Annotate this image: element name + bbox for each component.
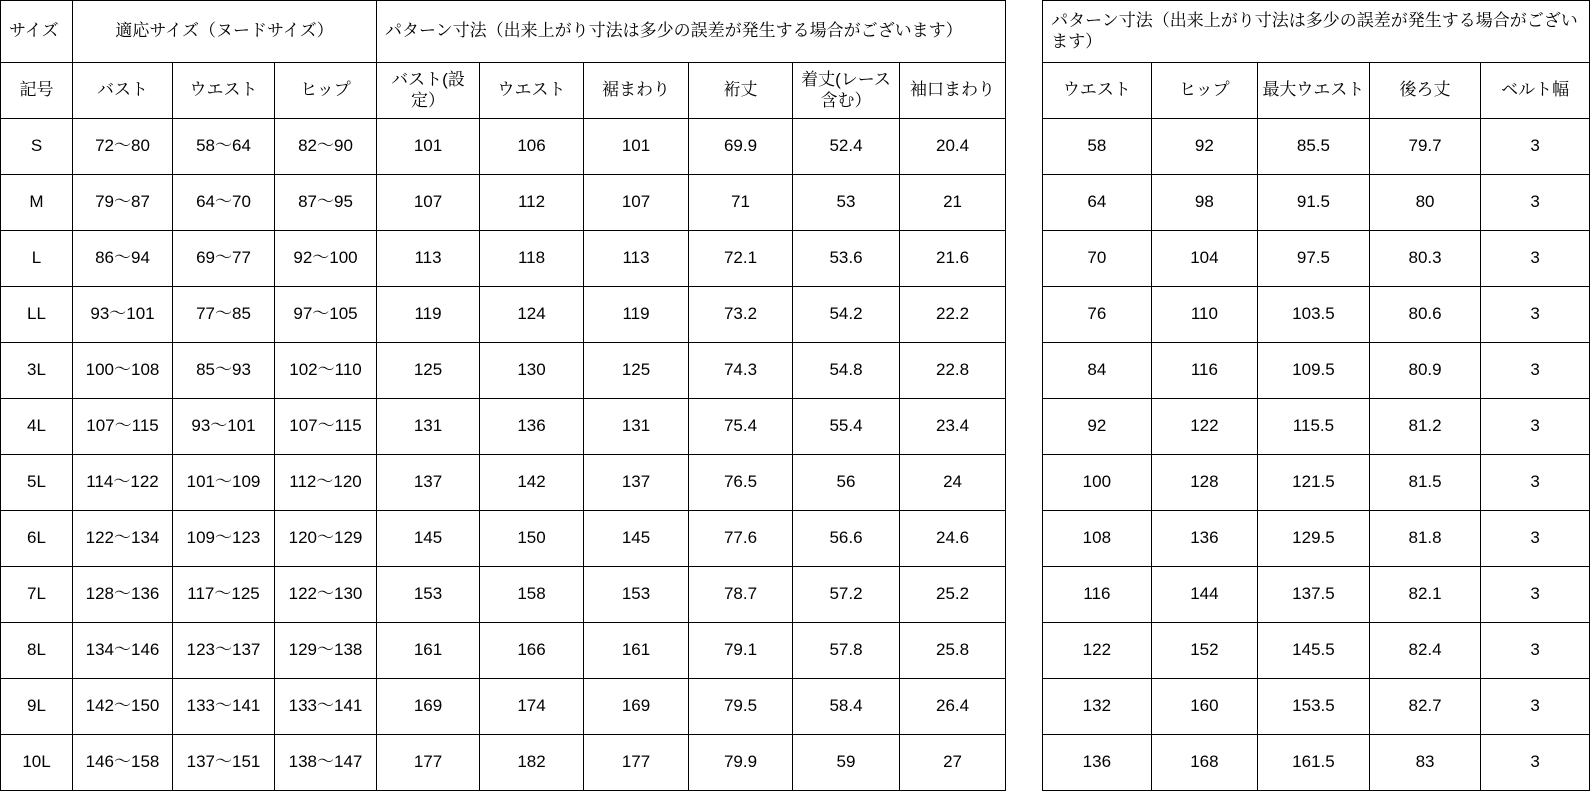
cell: 81.2 bbox=[1369, 399, 1481, 455]
right-table-head bbox=[1043, 1, 1590, 119]
cell: 142〜150 bbox=[73, 679, 173, 735]
cell: 83 bbox=[1369, 735, 1481, 791]
group-header-pattern-size-bottom: パターン寸法（出来上がり寸法は多少の誤差が発生する場合がございます） bbox=[1043, 1, 1590, 63]
cell: 158 bbox=[480, 567, 584, 623]
cell-size: 6L bbox=[1, 511, 73, 567]
cell: 55.4 bbox=[793, 399, 900, 455]
cell: 128〜136 bbox=[73, 567, 173, 623]
cell: 97〜105 bbox=[275, 287, 377, 343]
cell: 81.5 bbox=[1369, 455, 1481, 511]
cell: 54.8 bbox=[793, 343, 900, 399]
cell: 24 bbox=[900, 455, 1006, 511]
column-header-dress-length: 着丈(レース含む） bbox=[793, 63, 900, 119]
cell: 161 bbox=[584, 623, 689, 679]
cell: 145.5 bbox=[1258, 623, 1370, 679]
cell: 76 bbox=[1043, 287, 1152, 343]
table-row bbox=[1043, 119, 1590, 175]
table-row bbox=[1, 735, 1042, 791]
cell: 80.9 bbox=[1369, 343, 1481, 399]
cell: 73.2 bbox=[689, 287, 793, 343]
left-column-header-row bbox=[1, 63, 1042, 119]
cell: 169 bbox=[377, 679, 480, 735]
table-row bbox=[1043, 735, 1590, 791]
cell: 54.2 bbox=[793, 287, 900, 343]
cell: 101〜109 bbox=[173, 455, 275, 511]
cell: 24.6 bbox=[900, 511, 1006, 567]
table-row bbox=[1, 679, 1042, 735]
cell: 128 bbox=[1151, 455, 1258, 511]
cell: 103.5 bbox=[1258, 287, 1370, 343]
cell: 182 bbox=[480, 735, 584, 791]
table-row bbox=[1, 343, 1042, 399]
cell: 76.5 bbox=[689, 455, 793, 511]
cell: 122〜130 bbox=[275, 567, 377, 623]
cell: 124 bbox=[480, 287, 584, 343]
column-header-sleeve-span: 裄丈 bbox=[689, 63, 793, 119]
cell: 100〜108 bbox=[73, 343, 173, 399]
cell: 166 bbox=[480, 623, 584, 679]
right-column-header-row bbox=[1043, 63, 1590, 119]
right-table-body bbox=[1043, 119, 1590, 791]
cell: 3 bbox=[1481, 735, 1590, 791]
cell: 86〜94 bbox=[73, 231, 173, 287]
cell: 25.2 bbox=[900, 567, 1006, 623]
cell: 64 bbox=[1043, 175, 1152, 231]
cell: 168 bbox=[1151, 735, 1258, 791]
cell-size: S bbox=[1, 119, 73, 175]
left-table-head bbox=[1, 1, 1042, 119]
spacer-cell bbox=[1006, 343, 1042, 399]
cell: 153 bbox=[377, 567, 480, 623]
cell-size: 5L bbox=[1, 455, 73, 511]
cell-size: 7L bbox=[1, 567, 73, 623]
cell: 80 bbox=[1369, 175, 1481, 231]
cell: 57.2 bbox=[793, 567, 900, 623]
table-row bbox=[1, 623, 1042, 679]
cell: 75.4 bbox=[689, 399, 793, 455]
table-row bbox=[1, 567, 1042, 623]
cell: 119 bbox=[377, 287, 480, 343]
table-row bbox=[1043, 231, 1590, 287]
left-table-spacer-subheader bbox=[1006, 63, 1042, 119]
cell: 145 bbox=[377, 511, 480, 567]
cell: 79.5 bbox=[689, 679, 793, 735]
cell: 107 bbox=[377, 175, 480, 231]
cell: 58.4 bbox=[793, 679, 900, 735]
cell: 122 bbox=[1043, 623, 1152, 679]
spacer-cell bbox=[1006, 175, 1042, 231]
cell: 123〜137 bbox=[173, 623, 275, 679]
cell: 115.5 bbox=[1258, 399, 1370, 455]
cell: 78.7 bbox=[689, 567, 793, 623]
cell: 177 bbox=[377, 735, 480, 791]
column-header-belt-width: ベルト幅 bbox=[1481, 63, 1590, 119]
spacer-cell bbox=[1006, 623, 1042, 679]
cell: 92 bbox=[1043, 399, 1152, 455]
group-header-nude-size: 適応サイズ（ヌードサイズ） bbox=[73, 1, 377, 63]
cell: 110 bbox=[1151, 287, 1258, 343]
table-row bbox=[1, 399, 1042, 455]
size-chart-right-table bbox=[1042, 0, 1590, 791]
spacer-cell bbox=[1006, 231, 1042, 287]
spacer-cell bbox=[1006, 567, 1042, 623]
left-table-spacer-header bbox=[1006, 1, 1042, 63]
column-header-pattern-waist: ウエスト bbox=[480, 63, 584, 119]
cell-size: 3L bbox=[1, 343, 73, 399]
cell: 133〜141 bbox=[173, 679, 275, 735]
cell: 53 bbox=[793, 175, 900, 231]
cell: 23.4 bbox=[900, 399, 1006, 455]
cell: 137.5 bbox=[1258, 567, 1370, 623]
column-header-waist-bottom: ウエスト bbox=[1043, 63, 1152, 119]
spacer-cell bbox=[1006, 735, 1042, 791]
cell: 138〜147 bbox=[275, 735, 377, 791]
cell-size: 8L bbox=[1, 623, 73, 679]
cell: 174 bbox=[480, 679, 584, 735]
cell: 101 bbox=[377, 119, 480, 175]
cell: 119 bbox=[584, 287, 689, 343]
cell: 87〜95 bbox=[275, 175, 377, 231]
left-table-body bbox=[1, 119, 1042, 791]
cell: 100 bbox=[1043, 455, 1152, 511]
cell: 153 bbox=[584, 567, 689, 623]
table-row bbox=[1, 231, 1042, 287]
table-row bbox=[1043, 623, 1590, 679]
left-group-header-row bbox=[1, 1, 1042, 63]
cell: 77〜85 bbox=[173, 287, 275, 343]
cell: 20.4 bbox=[900, 119, 1006, 175]
cell: 27 bbox=[900, 735, 1006, 791]
cell: 74.3 bbox=[689, 343, 793, 399]
spacer-cell bbox=[1006, 287, 1042, 343]
column-header-cuff-circumference: 袖口まわり bbox=[900, 63, 1006, 119]
cell: 53.6 bbox=[793, 231, 900, 287]
cell: 117〜125 bbox=[173, 567, 275, 623]
cell: 129〜138 bbox=[275, 623, 377, 679]
cell: 177 bbox=[584, 735, 689, 791]
cell: 3 bbox=[1481, 343, 1590, 399]
cell: 109〜123 bbox=[173, 511, 275, 567]
cell: 70 bbox=[1043, 231, 1152, 287]
cell: 107 bbox=[584, 175, 689, 231]
cell: 134〜146 bbox=[73, 623, 173, 679]
cell: 113 bbox=[584, 231, 689, 287]
cell: 146〜158 bbox=[73, 735, 173, 791]
cell: 108 bbox=[1043, 511, 1152, 567]
cell: 22.8 bbox=[900, 343, 1006, 399]
cell: 122〜134 bbox=[73, 511, 173, 567]
cell: 72.1 bbox=[689, 231, 793, 287]
cell: 64〜70 bbox=[173, 175, 275, 231]
cell: 3 bbox=[1481, 287, 1590, 343]
cell: 58 bbox=[1043, 119, 1152, 175]
cell: 114〜122 bbox=[73, 455, 173, 511]
cell: 3 bbox=[1481, 511, 1590, 567]
cell: 169 bbox=[584, 679, 689, 735]
cell: 82.4 bbox=[1369, 623, 1481, 679]
table-row bbox=[1, 287, 1042, 343]
cell: 125 bbox=[377, 343, 480, 399]
cell: 102〜110 bbox=[275, 343, 377, 399]
cell: 136 bbox=[1151, 511, 1258, 567]
cell: 118 bbox=[480, 231, 584, 287]
cell: 69.9 bbox=[689, 119, 793, 175]
table-row bbox=[1043, 679, 1590, 735]
cell: 131 bbox=[584, 399, 689, 455]
table-row bbox=[1043, 511, 1590, 567]
cell: 144 bbox=[1151, 567, 1258, 623]
cell: 136 bbox=[480, 399, 584, 455]
group-header-pattern-size: パターン寸法（出来上がり寸法は多少の誤差が発生する場合がございます） bbox=[377, 1, 1006, 63]
cell: 21.6 bbox=[900, 231, 1006, 287]
cell: 3 bbox=[1481, 679, 1590, 735]
column-header-max-waist: 最大ウエスト bbox=[1258, 63, 1370, 119]
cell: 136 bbox=[1043, 735, 1152, 791]
cell: 81.8 bbox=[1369, 511, 1481, 567]
column-header-bust: バスト bbox=[73, 63, 173, 119]
cell: 137 bbox=[377, 455, 480, 511]
cell: 160 bbox=[1151, 679, 1258, 735]
cell: 145 bbox=[584, 511, 689, 567]
spacer-cell bbox=[1006, 119, 1042, 175]
cell: 3 bbox=[1481, 567, 1590, 623]
cell: 79.7 bbox=[1369, 119, 1481, 175]
table-row bbox=[1043, 455, 1590, 511]
spacer-cell bbox=[1006, 679, 1042, 735]
cell: 125 bbox=[584, 343, 689, 399]
cell: 104 bbox=[1151, 231, 1258, 287]
table-row bbox=[1, 455, 1042, 511]
cell-size: 10L bbox=[1, 735, 73, 791]
cell: 79.9 bbox=[689, 735, 793, 791]
table-row bbox=[1043, 287, 1590, 343]
cell: 150 bbox=[480, 511, 584, 567]
table-row bbox=[1043, 343, 1590, 399]
column-header-pattern-bust: バスト(設定） bbox=[377, 63, 480, 119]
cell: 91.5 bbox=[1258, 175, 1370, 231]
table-row bbox=[1043, 567, 1590, 623]
cell: 106 bbox=[480, 119, 584, 175]
cell: 107〜115 bbox=[275, 399, 377, 455]
cell: 82〜90 bbox=[275, 119, 377, 175]
cell: 80.3 bbox=[1369, 231, 1481, 287]
cell: 3 bbox=[1481, 455, 1590, 511]
cell: 130 bbox=[480, 343, 584, 399]
cell: 82.1 bbox=[1369, 567, 1481, 623]
cell: 3 bbox=[1481, 623, 1590, 679]
spacer-cell bbox=[1006, 455, 1042, 511]
cell: 137 bbox=[584, 455, 689, 511]
cell: 79.1 bbox=[689, 623, 793, 679]
cell: 58〜64 bbox=[173, 119, 275, 175]
cell-size: L bbox=[1, 231, 73, 287]
cell: 93〜101 bbox=[73, 287, 173, 343]
cell: 56 bbox=[793, 455, 900, 511]
cell: 79〜87 bbox=[73, 175, 173, 231]
cell: 142 bbox=[480, 455, 584, 511]
column-header-symbol: 記号 bbox=[1, 63, 73, 119]
cell: 77.6 bbox=[689, 511, 793, 567]
cell: 71 bbox=[689, 175, 793, 231]
cell: 52.4 bbox=[793, 119, 900, 175]
cell: 56.6 bbox=[793, 511, 900, 567]
cell-size: LL bbox=[1, 287, 73, 343]
cell: 85.5 bbox=[1258, 119, 1370, 175]
cell: 116 bbox=[1043, 567, 1152, 623]
table-row bbox=[1, 511, 1042, 567]
column-header-waist: ウエスト bbox=[173, 63, 275, 119]
cell-size: 4L bbox=[1, 399, 73, 455]
cell: 121.5 bbox=[1258, 455, 1370, 511]
cell: 26.4 bbox=[900, 679, 1006, 735]
cell: 161 bbox=[377, 623, 480, 679]
cell: 21 bbox=[900, 175, 1006, 231]
cell: 152 bbox=[1151, 623, 1258, 679]
cell: 3 bbox=[1481, 399, 1590, 455]
cell: 57.8 bbox=[793, 623, 900, 679]
cell: 92 bbox=[1151, 119, 1258, 175]
column-header-hem-circumference: 裾まわり bbox=[584, 63, 689, 119]
cell: 112 bbox=[480, 175, 584, 231]
cell: 101 bbox=[584, 119, 689, 175]
spacer-cell bbox=[1006, 399, 1042, 455]
cell: 25.8 bbox=[900, 623, 1006, 679]
cell: 85〜93 bbox=[173, 343, 275, 399]
cell: 116 bbox=[1151, 343, 1258, 399]
column-header-hip-bottom: ヒップ bbox=[1151, 63, 1258, 119]
cell: 153.5 bbox=[1258, 679, 1370, 735]
cell: 161.5 bbox=[1258, 735, 1370, 791]
cell: 3 bbox=[1481, 175, 1590, 231]
cell: 129.5 bbox=[1258, 511, 1370, 567]
table-row bbox=[1, 175, 1042, 231]
cell: 69〜77 bbox=[173, 231, 275, 287]
cell: 82.7 bbox=[1369, 679, 1481, 735]
cell: 132 bbox=[1043, 679, 1152, 735]
table-row bbox=[1043, 175, 1590, 231]
cell-size: 9L bbox=[1, 679, 73, 735]
cell: 93〜101 bbox=[173, 399, 275, 455]
cell: 3 bbox=[1481, 119, 1590, 175]
cell: 80.6 bbox=[1369, 287, 1481, 343]
cell: 98 bbox=[1151, 175, 1258, 231]
cell: 72〜80 bbox=[73, 119, 173, 175]
cell: 84 bbox=[1043, 343, 1152, 399]
cell: 131 bbox=[377, 399, 480, 455]
cell: 122 bbox=[1151, 399, 1258, 455]
cell: 59 bbox=[793, 735, 900, 791]
cell: 133〜141 bbox=[275, 679, 377, 735]
cell: 137〜151 bbox=[173, 735, 275, 791]
group-header-size: サイズ bbox=[1, 1, 73, 63]
cell: 22.2 bbox=[900, 287, 1006, 343]
spacer-cell bbox=[1006, 511, 1042, 567]
cell-size: M bbox=[1, 175, 73, 231]
cell: 107〜115 bbox=[73, 399, 173, 455]
cell: 120〜129 bbox=[275, 511, 377, 567]
table-row bbox=[1043, 399, 1590, 455]
table-row bbox=[1, 119, 1042, 175]
cell: 109.5 bbox=[1258, 343, 1370, 399]
cell: 3 bbox=[1481, 231, 1590, 287]
cell: 92〜100 bbox=[275, 231, 377, 287]
column-header-hip: ヒップ bbox=[275, 63, 377, 119]
column-header-back-length: 後ろ丈 bbox=[1369, 63, 1481, 119]
right-group-header-row bbox=[1043, 1, 1590, 63]
cell: 112〜120 bbox=[275, 455, 377, 511]
cell: 113 bbox=[377, 231, 480, 287]
cell: 97.5 bbox=[1258, 231, 1370, 287]
